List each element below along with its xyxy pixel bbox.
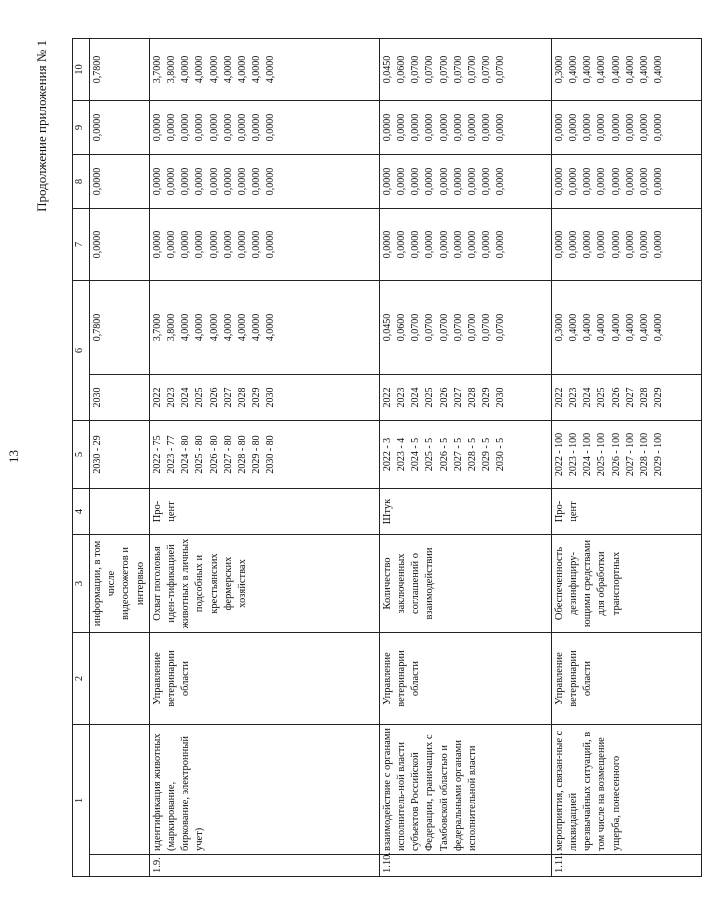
value-line: 2022 — [381, 387, 393, 408]
value-line: 2029 — [481, 387, 493, 408]
value-line: 0,4000 — [596, 55, 608, 84]
value-line: 2029 - 5 — [481, 437, 493, 472]
value-line: 0,0000 — [251, 230, 263, 259]
value-line: 2029 - 80 — [251, 435, 263, 474]
value-line: 2028 - 5 — [467, 437, 479, 472]
value-cell — [551, 39, 701, 101]
value-line: 0,0000 — [610, 167, 622, 196]
cell — [90, 489, 150, 535]
value-line: 0,0000 — [166, 230, 178, 259]
value-line: 4,0000 — [208, 313, 220, 342]
value-line: 4,0000 — [237, 313, 249, 342]
value-line: 0,0000 — [381, 167, 393, 196]
value-line: 2027 - 5 — [452, 437, 464, 472]
value-line: 2024 — [410, 387, 422, 408]
value-line: 0,0450 — [381, 55, 393, 84]
total-cell — [379, 281, 551, 375]
value-line: 0,0000 — [568, 167, 580, 196]
value-line: 0,0000 — [194, 230, 206, 259]
value-line: 4,0000 — [265, 313, 277, 342]
value-line: 0,0000 — [639, 167, 651, 196]
value-line: 0,4000 — [610, 55, 622, 84]
value-line: 0,0600 — [396, 55, 408, 84]
value-line: 2026 — [208, 387, 220, 408]
value-line: 0,0000 — [653, 230, 665, 259]
value-line: 2022 — [151, 387, 163, 408]
value-line: 0,0000 — [596, 167, 608, 196]
value-line: 0,0000 — [481, 230, 493, 259]
value-line: 2025 — [194, 387, 206, 408]
value-line: 0,0000 — [208, 167, 220, 196]
value-line: 0,0000 — [553, 167, 565, 196]
activity-name-cell: идентификация животных (маркирование, биркование, электронный учет) — [149, 725, 379, 855]
value-cell — [551, 209, 701, 281]
value-line: 0,0000 — [467, 167, 479, 196]
value-line: 0,0000 — [166, 167, 178, 196]
value-line: 0,4000 — [596, 313, 608, 342]
value-line: 2026 — [610, 387, 622, 408]
value-line: 4,0000 — [251, 313, 263, 342]
value-line: 2026 - 5 — [438, 437, 450, 472]
year-cell — [379, 375, 551, 421]
value-line: 4,0000 — [237, 55, 249, 84]
value-cell — [551, 155, 701, 209]
value-line: 0,0000 — [208, 113, 220, 142]
value-line: 0,0000 — [452, 113, 464, 142]
activity-name-cell: мероприятия, связан-ные с ликвидацией чрезвычайных ситуаций, в том числе на возмещение ущерба, понесенного — [551, 725, 701, 855]
value-line: 4,0000 — [251, 55, 263, 84]
appendix-note: Продолжение приложения № 1 — [34, 40, 49, 212]
value-line: 0,0000 — [151, 230, 163, 259]
value-line: 0,0000 — [237, 113, 249, 142]
value-line: 2022 - 100 — [553, 432, 565, 477]
value-line: 4,0000 — [180, 313, 192, 342]
value-line: 0,0000 — [424, 230, 436, 259]
value-line: 0,0000 — [467, 113, 479, 142]
value-line: 4,0000 — [194, 313, 206, 342]
value-line: 2027 - 100 — [624, 432, 636, 477]
header-cell: 3 — [73, 535, 90, 633]
value-line: 0,0000 — [495, 167, 507, 196]
cell — [90, 725, 150, 855]
header-cell: 7 — [73, 209, 90, 281]
target-cell — [551, 421, 701, 489]
activity-name-cell: взаимодействие с органами исполнитель-ной власти субъектов Российской Федерации, граничащих с Тамбовской областью и федеральными органами исполнительной власти — [379, 725, 551, 855]
value-line: 2024 — [582, 387, 594, 408]
value-line: 0,0000 — [610, 113, 622, 142]
value-line: 2028 — [639, 387, 651, 408]
unit-cell: Про-цент — [149, 489, 379, 535]
value-line: 0,0000 — [568, 113, 580, 142]
value-line: 4,0000 — [265, 55, 277, 84]
value-line: 2023 - 4 — [396, 437, 408, 472]
header-row — [73, 39, 90, 877]
value-line: 0,0600 — [396, 313, 408, 342]
target-cell — [379, 421, 551, 489]
value-line: 0,0000 — [265, 230, 277, 259]
value-line: 2026 - 100 — [610, 432, 622, 477]
value-line: 2027 — [624, 387, 636, 408]
value-line: 4,0000 — [222, 55, 234, 84]
value-line: 2023 - 77 — [166, 435, 178, 474]
value-line: 2026 — [438, 387, 450, 408]
value-line: 0,0000 — [438, 167, 450, 196]
page-number: 13 — [6, 450, 21, 463]
value-line: 4,0000 — [222, 313, 234, 342]
header-cell: 4 — [73, 489, 90, 535]
value-line: 0,0000 — [553, 230, 565, 259]
executor-cell: Управление ветеринарии области — [379, 633, 551, 725]
value-line: 4,0000 — [180, 55, 192, 84]
value-line: 0,0000 — [624, 230, 636, 259]
value-line: 0,0000 — [596, 113, 608, 142]
value-line: 2029 — [251, 387, 263, 408]
value-line: 0,0000 — [222, 113, 234, 142]
value-line: 3,8000 — [166, 313, 178, 342]
value-line: 0,0000 — [568, 230, 580, 259]
value-cell — [149, 101, 379, 155]
value-line: 2022 — [553, 387, 565, 408]
value-line: 0,0000 — [452, 230, 464, 259]
unit-cell: Про-цент — [551, 489, 701, 535]
value-line: 0,0000 — [194, 167, 206, 196]
value-line: 0,0000 — [582, 113, 594, 142]
value-line: 0,0000 — [653, 167, 665, 196]
indicator-cell: Обеспеченность дезинфициру-ющими средствами для обработки транспортных — [551, 535, 701, 633]
value-cell — [149, 155, 379, 209]
header-cell: 5 — [73, 421, 90, 489]
value-line: 0,0000 — [381, 230, 393, 259]
cell — [90, 855, 150, 877]
value-line: 0,0000 — [610, 230, 622, 259]
table-row — [149, 39, 379, 877]
row-number-cell: 1.10. — [379, 855, 551, 877]
value-line: 0,4000 — [610, 313, 622, 342]
cell — [90, 633, 150, 725]
value-line: 2028 — [237, 387, 249, 408]
value-line: 0,0700 — [424, 313, 436, 342]
value-cell: 0,7800 — [90, 39, 150, 101]
value-line: 0,4000 — [582, 55, 594, 84]
executor-cell: Управление ветеринарии области — [149, 633, 379, 725]
value-line: 0,0000 — [180, 113, 192, 142]
value-line: 2030 - 5 — [495, 437, 507, 472]
value-line: 0,0000 — [438, 230, 450, 259]
value-line: 4,0000 — [208, 55, 220, 84]
value-line: 2022 - 75 — [151, 435, 163, 474]
value-cell: 0,0000 — [90, 101, 150, 155]
value-line: 0,0000 — [495, 230, 507, 259]
value-line: 0,0000 — [639, 230, 651, 259]
value-cell — [379, 209, 551, 281]
value-line: 2022 - 3 — [381, 437, 393, 472]
value-line: 2030 - 80 — [265, 435, 277, 474]
value-line: 0,0700 — [495, 55, 507, 84]
value-line: 0,0700 — [410, 55, 422, 84]
value-line: 2023 - 100 — [568, 432, 580, 477]
value-line: 2028 - 100 — [639, 432, 651, 477]
header-cell: 6 — [73, 281, 90, 421]
value-line: 0,0000 — [222, 230, 234, 259]
value-line: 0,0000 — [624, 167, 636, 196]
value-cell — [149, 209, 379, 281]
value-line: 2029 — [653, 387, 665, 408]
value-line: 0,0000 — [481, 167, 493, 196]
value-line: 0,0000 — [582, 230, 594, 259]
total-cell — [551, 281, 701, 375]
year-cell: 2030 — [90, 375, 150, 421]
value-cell — [379, 39, 551, 101]
value-line: 0,0000 — [251, 113, 263, 142]
year-cell — [149, 375, 379, 421]
value-line: 0,0000 — [180, 167, 192, 196]
value-line: 2027 - 80 — [222, 435, 234, 474]
value-line: 0,4000 — [639, 313, 651, 342]
value-line: 3,7000 — [151, 313, 163, 342]
year-cell — [551, 375, 701, 421]
value-cell — [551, 101, 701, 155]
value-line: 0,0000 — [467, 230, 479, 259]
value-line: 0,0000 — [624, 113, 636, 142]
value-line: 0,0000 — [396, 230, 408, 259]
value-line: 0,0700 — [467, 313, 479, 342]
row-number-cell: 1.11. — [551, 855, 701, 877]
value-line: 0,0000 — [208, 230, 220, 259]
value-line: 0,4000 — [653, 55, 665, 84]
value-line: 0,0000 — [410, 230, 422, 259]
value-line: 0,4000 — [568, 55, 580, 84]
value-line: 0,0000 — [194, 113, 206, 142]
value-line: 3,7000 — [151, 55, 163, 84]
table-row — [551, 39, 701, 877]
value-line: 2029 - 100 — [653, 432, 665, 477]
value-line: 4,0000 — [194, 55, 206, 84]
value-line: 0,0000 — [424, 167, 436, 196]
value-line: 0,0000 — [410, 113, 422, 142]
value-line: 2024 — [180, 387, 192, 408]
row-number-cell: 1.9. — [149, 855, 379, 877]
value-line: 0,0000 — [151, 113, 163, 142]
header-cell: 9 — [73, 101, 90, 155]
total-cell: 0,7800 — [90, 281, 150, 375]
target-cell: 2030 - 29 — [90, 421, 150, 489]
value-line: 0,4000 — [582, 313, 594, 342]
value-line: 0,3000 — [553, 55, 565, 84]
value-cell: 0,0000 — [90, 155, 150, 209]
value-line: 2027 — [452, 387, 464, 408]
value-line: 2028 — [467, 387, 479, 408]
value-line: 2024 - 5 — [410, 437, 422, 472]
value-line: 0,4000 — [568, 313, 580, 342]
indicator-cell: Количество заключенных соглашений о взаимодействии — [379, 535, 551, 633]
value-line: 0,0700 — [424, 55, 436, 84]
value-line: 0,0000 — [237, 167, 249, 196]
value-line: 0,0000 — [438, 113, 450, 142]
value-line: 2024 - 80 — [180, 435, 192, 474]
value-line: 0,4000 — [624, 313, 636, 342]
value-line: 2030 — [495, 387, 507, 408]
value-cell — [379, 101, 551, 155]
unit-cell: Штук — [379, 489, 551, 535]
value-line: 2025 — [424, 387, 436, 408]
value-line: 0,0000 — [582, 167, 594, 196]
value-line: 0,0700 — [452, 55, 464, 84]
value-line: 0,0000 — [237, 230, 249, 259]
value-line: 3,8000 — [166, 55, 178, 84]
program-table — [72, 38, 702, 877]
value-line: 0,0000 — [151, 167, 163, 196]
value-line: 2023 — [166, 387, 178, 408]
value-line: 2028 - 80 — [237, 435, 249, 474]
value-line: 0,0000 — [653, 113, 665, 142]
value-cell — [149, 39, 379, 101]
target-cell — [149, 421, 379, 489]
value-line: 0,0000 — [452, 167, 464, 196]
value-line: 0,0000 — [222, 167, 234, 196]
value-line: 0,0700 — [410, 313, 422, 342]
value-line: 0,0000 — [424, 113, 436, 142]
value-line: 0,0000 — [180, 230, 192, 259]
value-line: 2023 — [396, 387, 408, 408]
header-cell: 8 — [73, 155, 90, 209]
value-line: 2025 - 80 — [194, 435, 206, 474]
value-line: 0,0700 — [495, 313, 507, 342]
continuation-row — [90, 39, 150, 877]
value-line: 2027 — [222, 387, 234, 408]
value-line: 0,0000 — [481, 113, 493, 142]
value-line: 2025 - 100 — [596, 432, 608, 477]
header-cell: 1 — [73, 725, 90, 877]
value-line: 0,0450 — [381, 313, 393, 342]
value-cell: 0,0000 — [90, 209, 150, 281]
value-line: 0,0000 — [495, 113, 507, 142]
value-line: 0,4000 — [639, 55, 651, 84]
value-line: 0,0700 — [438, 313, 450, 342]
value-line: 0,0000 — [553, 113, 565, 142]
value-line: 0,0700 — [452, 313, 464, 342]
value-line: 0,0000 — [166, 113, 178, 142]
value-line: 0,3000 — [553, 313, 565, 342]
value-line: 0,0000 — [265, 113, 277, 142]
value-line: 2025 — [596, 387, 608, 408]
value-cell — [379, 155, 551, 209]
header-cell: 2 — [73, 633, 90, 725]
value-line: 0,0000 — [381, 113, 393, 142]
total-cell — [149, 281, 379, 375]
value-line: 0,0000 — [396, 113, 408, 142]
value-line: 0,0000 — [396, 167, 408, 196]
value-line: 2025 - 5 — [424, 437, 436, 472]
value-line: 0,0000 — [596, 230, 608, 259]
header-cell: 10 — [73, 39, 90, 101]
value-line: 0,0700 — [438, 55, 450, 84]
executor-cell: Управление ветеринарии области — [551, 633, 701, 725]
value-line: 0,0000 — [265, 167, 277, 196]
value-line: 0,4000 — [653, 313, 665, 342]
value-line: 0,0000 — [410, 167, 422, 196]
table-row — [379, 39, 551, 877]
indicator-cell: Охват поголовья иден-тификацией животных в личных подсобных и крестьянских фермерских хозяйствах — [149, 535, 379, 633]
value-line: 2030 — [265, 387, 277, 408]
value-line: 0,0700 — [467, 55, 479, 84]
value-line: 2024 - 100 — [582, 432, 594, 477]
value-line: 0,0700 — [481, 313, 493, 342]
value-line: 0,0700 — [481, 55, 493, 84]
value-line: 0,0000 — [251, 167, 263, 196]
value-line: 0,4000 — [624, 55, 636, 84]
value-line: 2026 - 80 — [208, 435, 220, 474]
indicator-cell: информации, в том числе видеосюжетов и интервью — [90, 535, 150, 633]
value-line: 2023 — [568, 387, 580, 408]
value-line: 0,0000 — [639, 113, 651, 142]
